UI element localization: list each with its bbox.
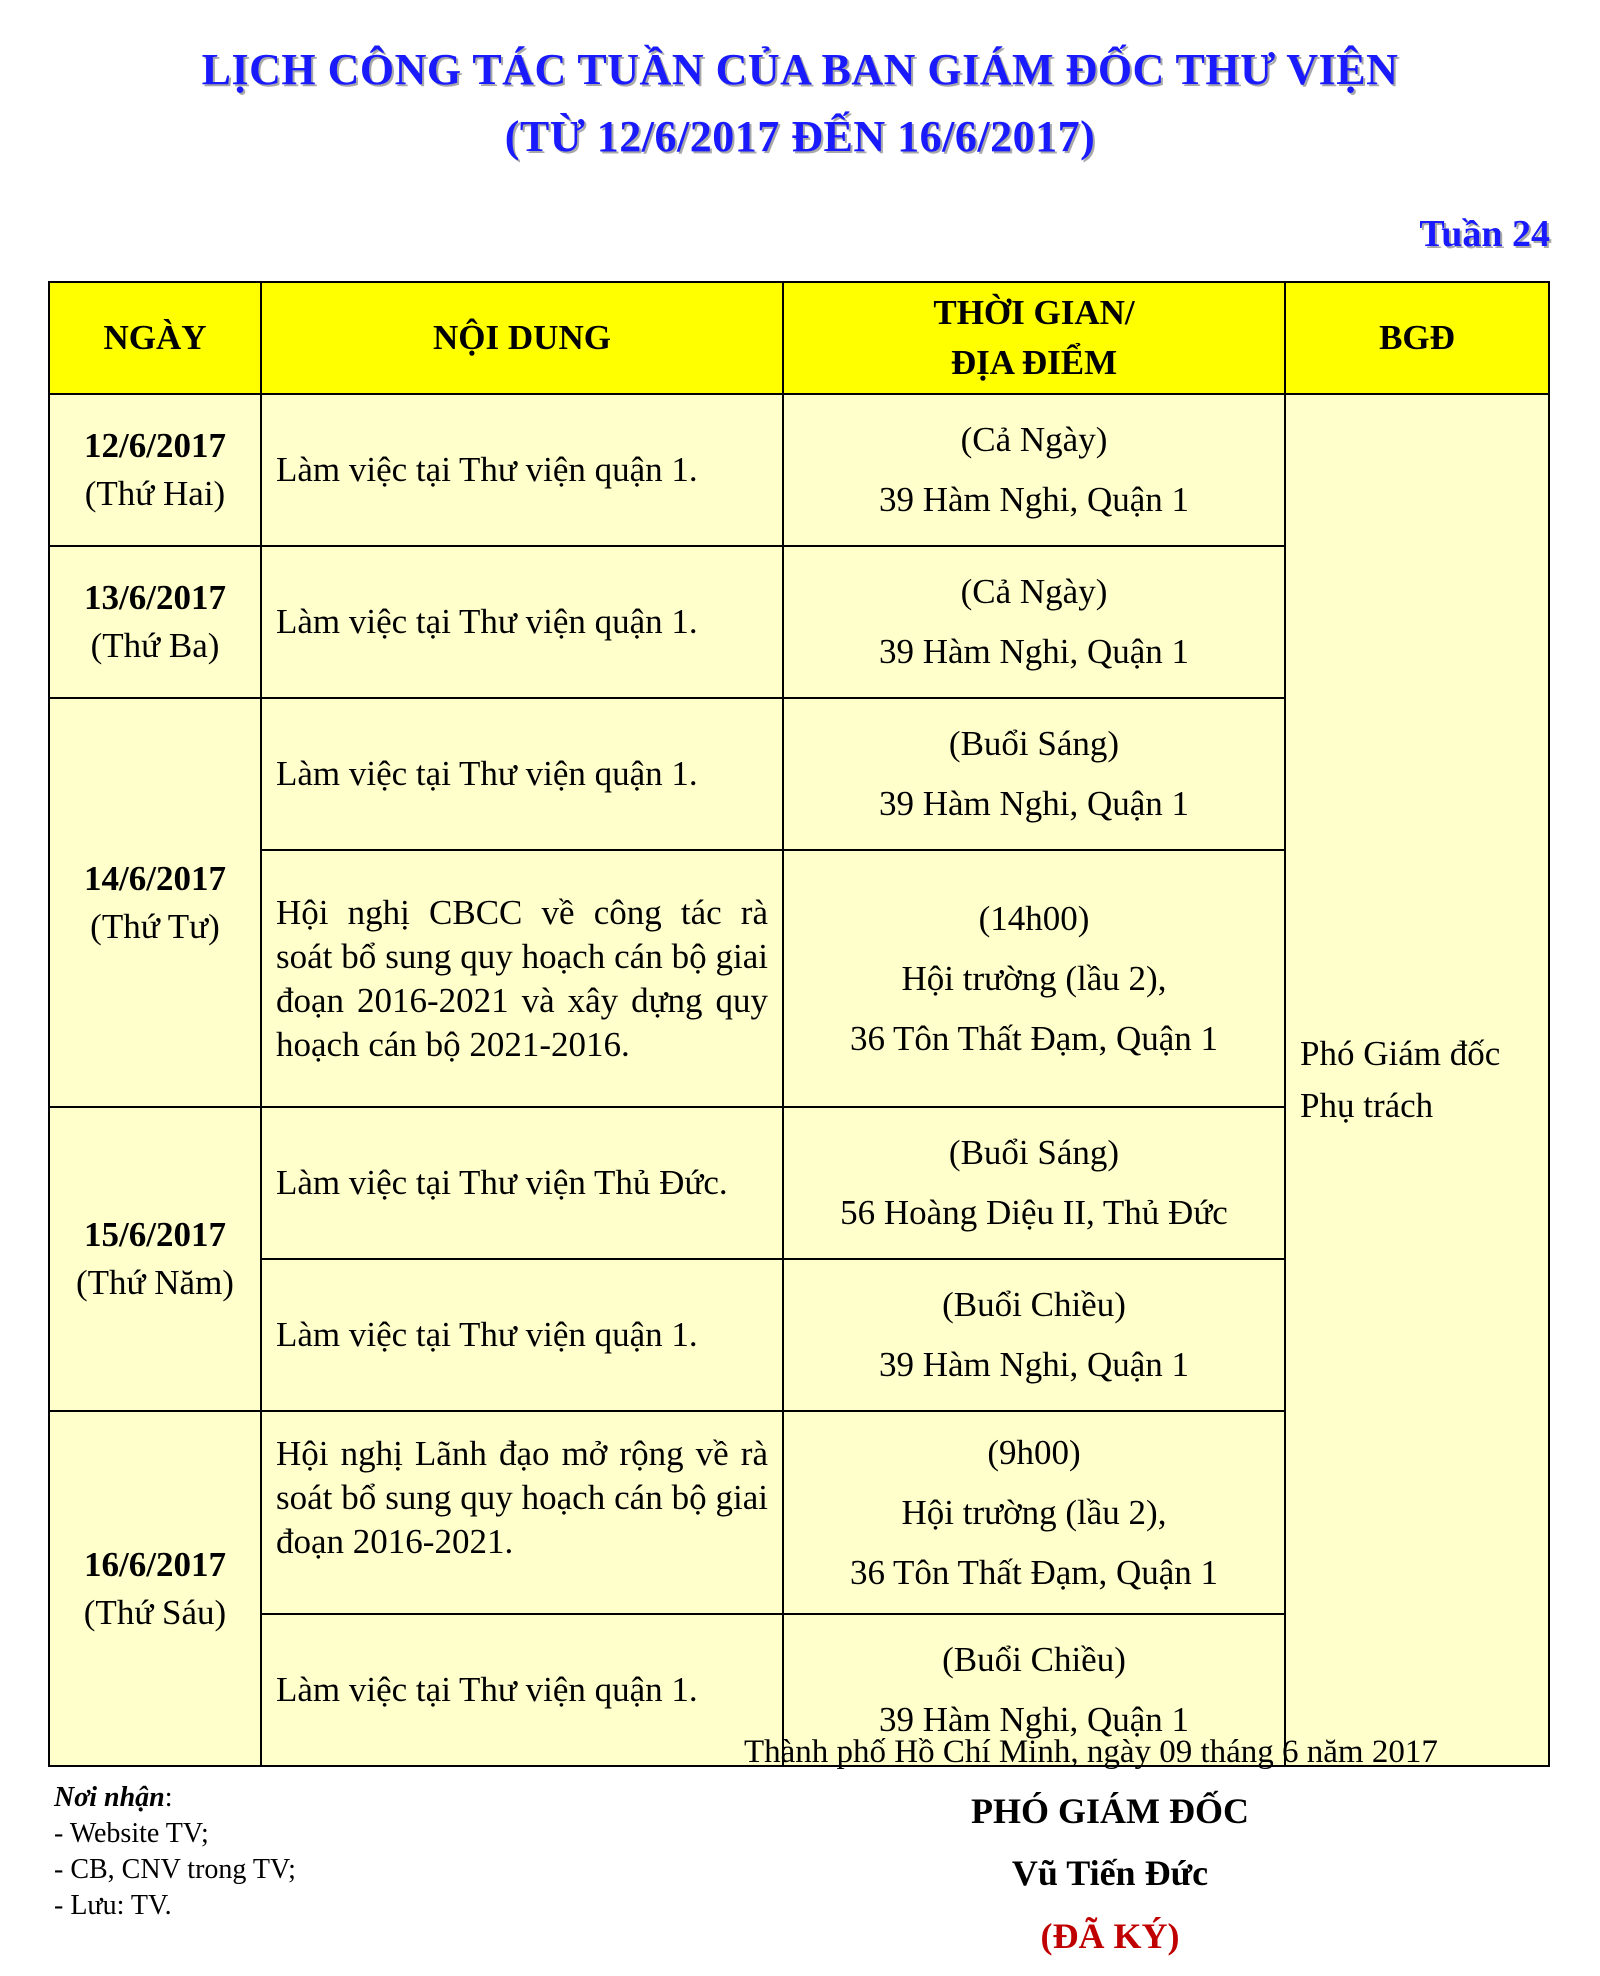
- place-value: 36 Tôn Thất Đạm, Quận 1: [849, 1018, 1219, 1058]
- time-value: (Buổi Chiều): [942, 1640, 1126, 1679]
- time-value: (Buổi Chiều): [942, 1285, 1126, 1324]
- date-value: 13/6/2017: [84, 578, 226, 617]
- time-place-cell: [783, 1107, 1285, 1259]
- place-value: 36 Tôn Thất Đạm, Quận 1: [849, 1552, 1219, 1592]
- place-value: 39 Hàm Nghi, Quận 1: [878, 480, 1190, 519]
- column-header-time-place: [783, 282, 1285, 394]
- time-value: (14h00): [978, 898, 1090, 938]
- date-value: 15/6/2017: [84, 1215, 226, 1254]
- time-value: (Buổi Sáng): [948, 1133, 1120, 1172]
- signer-role: PHÓ GIÁM ĐỐC: [971, 1791, 1249, 1831]
- weekday-value: (Thứ Sáu): [83, 1592, 227, 1632]
- time-value: (Cả Ngày): [960, 572, 1108, 611]
- column-header-time: THỜI GIAN/: [933, 293, 1135, 332]
- document-date-range: (TỪ 12/6/2017 ĐẾN 16/6/2017): [504, 112, 1096, 161]
- bgd-line1: Phó Giám đốc: [1300, 1034, 1501, 1073]
- recipient-item: - Website TV;: [54, 1818, 209, 1849]
- time-value: (Cả Ngày): [960, 420, 1108, 459]
- date-cell: [49, 698, 261, 1107]
- column-header-bgd: BGĐ: [1285, 282, 1549, 394]
- table-row: [49, 394, 1549, 546]
- date-value: 12/6/2017: [84, 426, 226, 465]
- schedule-table: [48, 281, 1550, 1770]
- content-cell: Hội nghị Lãnh đạo mở rộng về rà soát bổ sung quy hoạch cán bộ giai đoạn 2016-2021.: [261, 1411, 783, 1614]
- place-value: 39 Hàm Nghi, Quận 1: [878, 1345, 1190, 1384]
- document-title: LỊCH CÔNG TÁC TUẦN CỦA BAN GIÁM ĐỐC THƯ VIỆN: [201, 45, 1399, 94]
- recipients-block: [54, 1780, 296, 1924]
- place-value: 39 Hàm Nghi, Quận 1: [878, 1700, 1190, 1739]
- date-value: 14/6/2017: [84, 858, 226, 898]
- date-cell: [49, 1107, 261, 1411]
- weekday-value: (Thứ Hai): [84, 474, 226, 513]
- time-place-cell: [783, 1259, 1285, 1411]
- content-cell: Hội nghị CBCC về công tác rà soát bổ sung quy hoạch cán bộ giai đoạn 2016-2021 và xây dựng quy hoạch cán bộ 2021-2016.: [261, 850, 783, 1107]
- place-value: 39 Hàm Nghi, Quận 1: [878, 784, 1190, 823]
- place-value: 56 Hoàng Diệu II, Thủ Đức: [840, 1193, 1228, 1232]
- signed-mark: (ĐÃ KÝ): [1040, 1916, 1180, 1956]
- time-value: (9h00): [987, 1432, 1081, 1472]
- recipient-item: - Lưu: TV.: [54, 1890, 172, 1921]
- content-cell: Làm việc tại Thư viện quận 1.: [261, 1614, 783, 1766]
- weekday-value: (Thứ Tư): [90, 906, 220, 946]
- place-value: Hội trường (lầu 2),: [901, 958, 1167, 998]
- time-value: (Buổi Sáng): [948, 724, 1120, 763]
- place-and-date: Thành phố Hồ Chí Minh, ngày 09 tháng 6 năm 2017: [744, 1734, 1438, 1770]
- bgd-cell: [1285, 394, 1549, 1766]
- week-number: Tuần 24: [1419, 213, 1550, 255]
- date-value: 16/6/2017: [84, 1544, 226, 1584]
- date-cell: [49, 546, 261, 698]
- content-cell: Làm việc tại Thư viện quận 1.: [261, 698, 783, 850]
- place-value: Hội trường (lầu 2),: [901, 1492, 1167, 1532]
- time-place-cell: [783, 394, 1285, 546]
- bgd-line2: Phụ trách: [1300, 1086, 1434, 1125]
- recipients-heading-colon: :: [164, 1782, 173, 1813]
- recipients-heading-label: Nơi nhận: [54, 1782, 165, 1813]
- time-place-cell: [783, 1411, 1285, 1614]
- weekday-value: (Thứ Năm): [76, 1263, 234, 1302]
- recipient-item: - CB, CNV trong TV;: [54, 1854, 296, 1885]
- date-cell: [49, 394, 261, 546]
- time-place-cell: [783, 850, 1285, 1107]
- signer-name: Vũ Tiến Đức: [1011, 1853, 1209, 1893]
- time-place-cell: [783, 546, 1285, 698]
- place-value: 39 Hàm Nghi, Quận 1: [878, 632, 1190, 671]
- weekday-value: (Thứ Ba): [90, 626, 220, 665]
- content-cell: Làm việc tại Thư viện quận 1.: [261, 546, 783, 698]
- column-header-date: NGÀY: [49, 282, 261, 394]
- recipients-heading: [54, 1780, 296, 1816]
- column-header-content: NỘI DUNG: [261, 282, 783, 394]
- time-place-cell: [783, 698, 1285, 850]
- column-header-place: ĐỊA ĐIỂM: [950, 343, 1118, 382]
- table-header-row: [49, 282, 1549, 394]
- date-cell: [49, 1411, 261, 1766]
- content-cell: Làm việc tại Thư viện quận 1.: [261, 394, 783, 546]
- content-cell: Làm việc tại Thư viện quận 1.: [261, 1259, 783, 1411]
- content-cell: Làm việc tại Thư viện Thủ Đức.: [261, 1107, 783, 1259]
